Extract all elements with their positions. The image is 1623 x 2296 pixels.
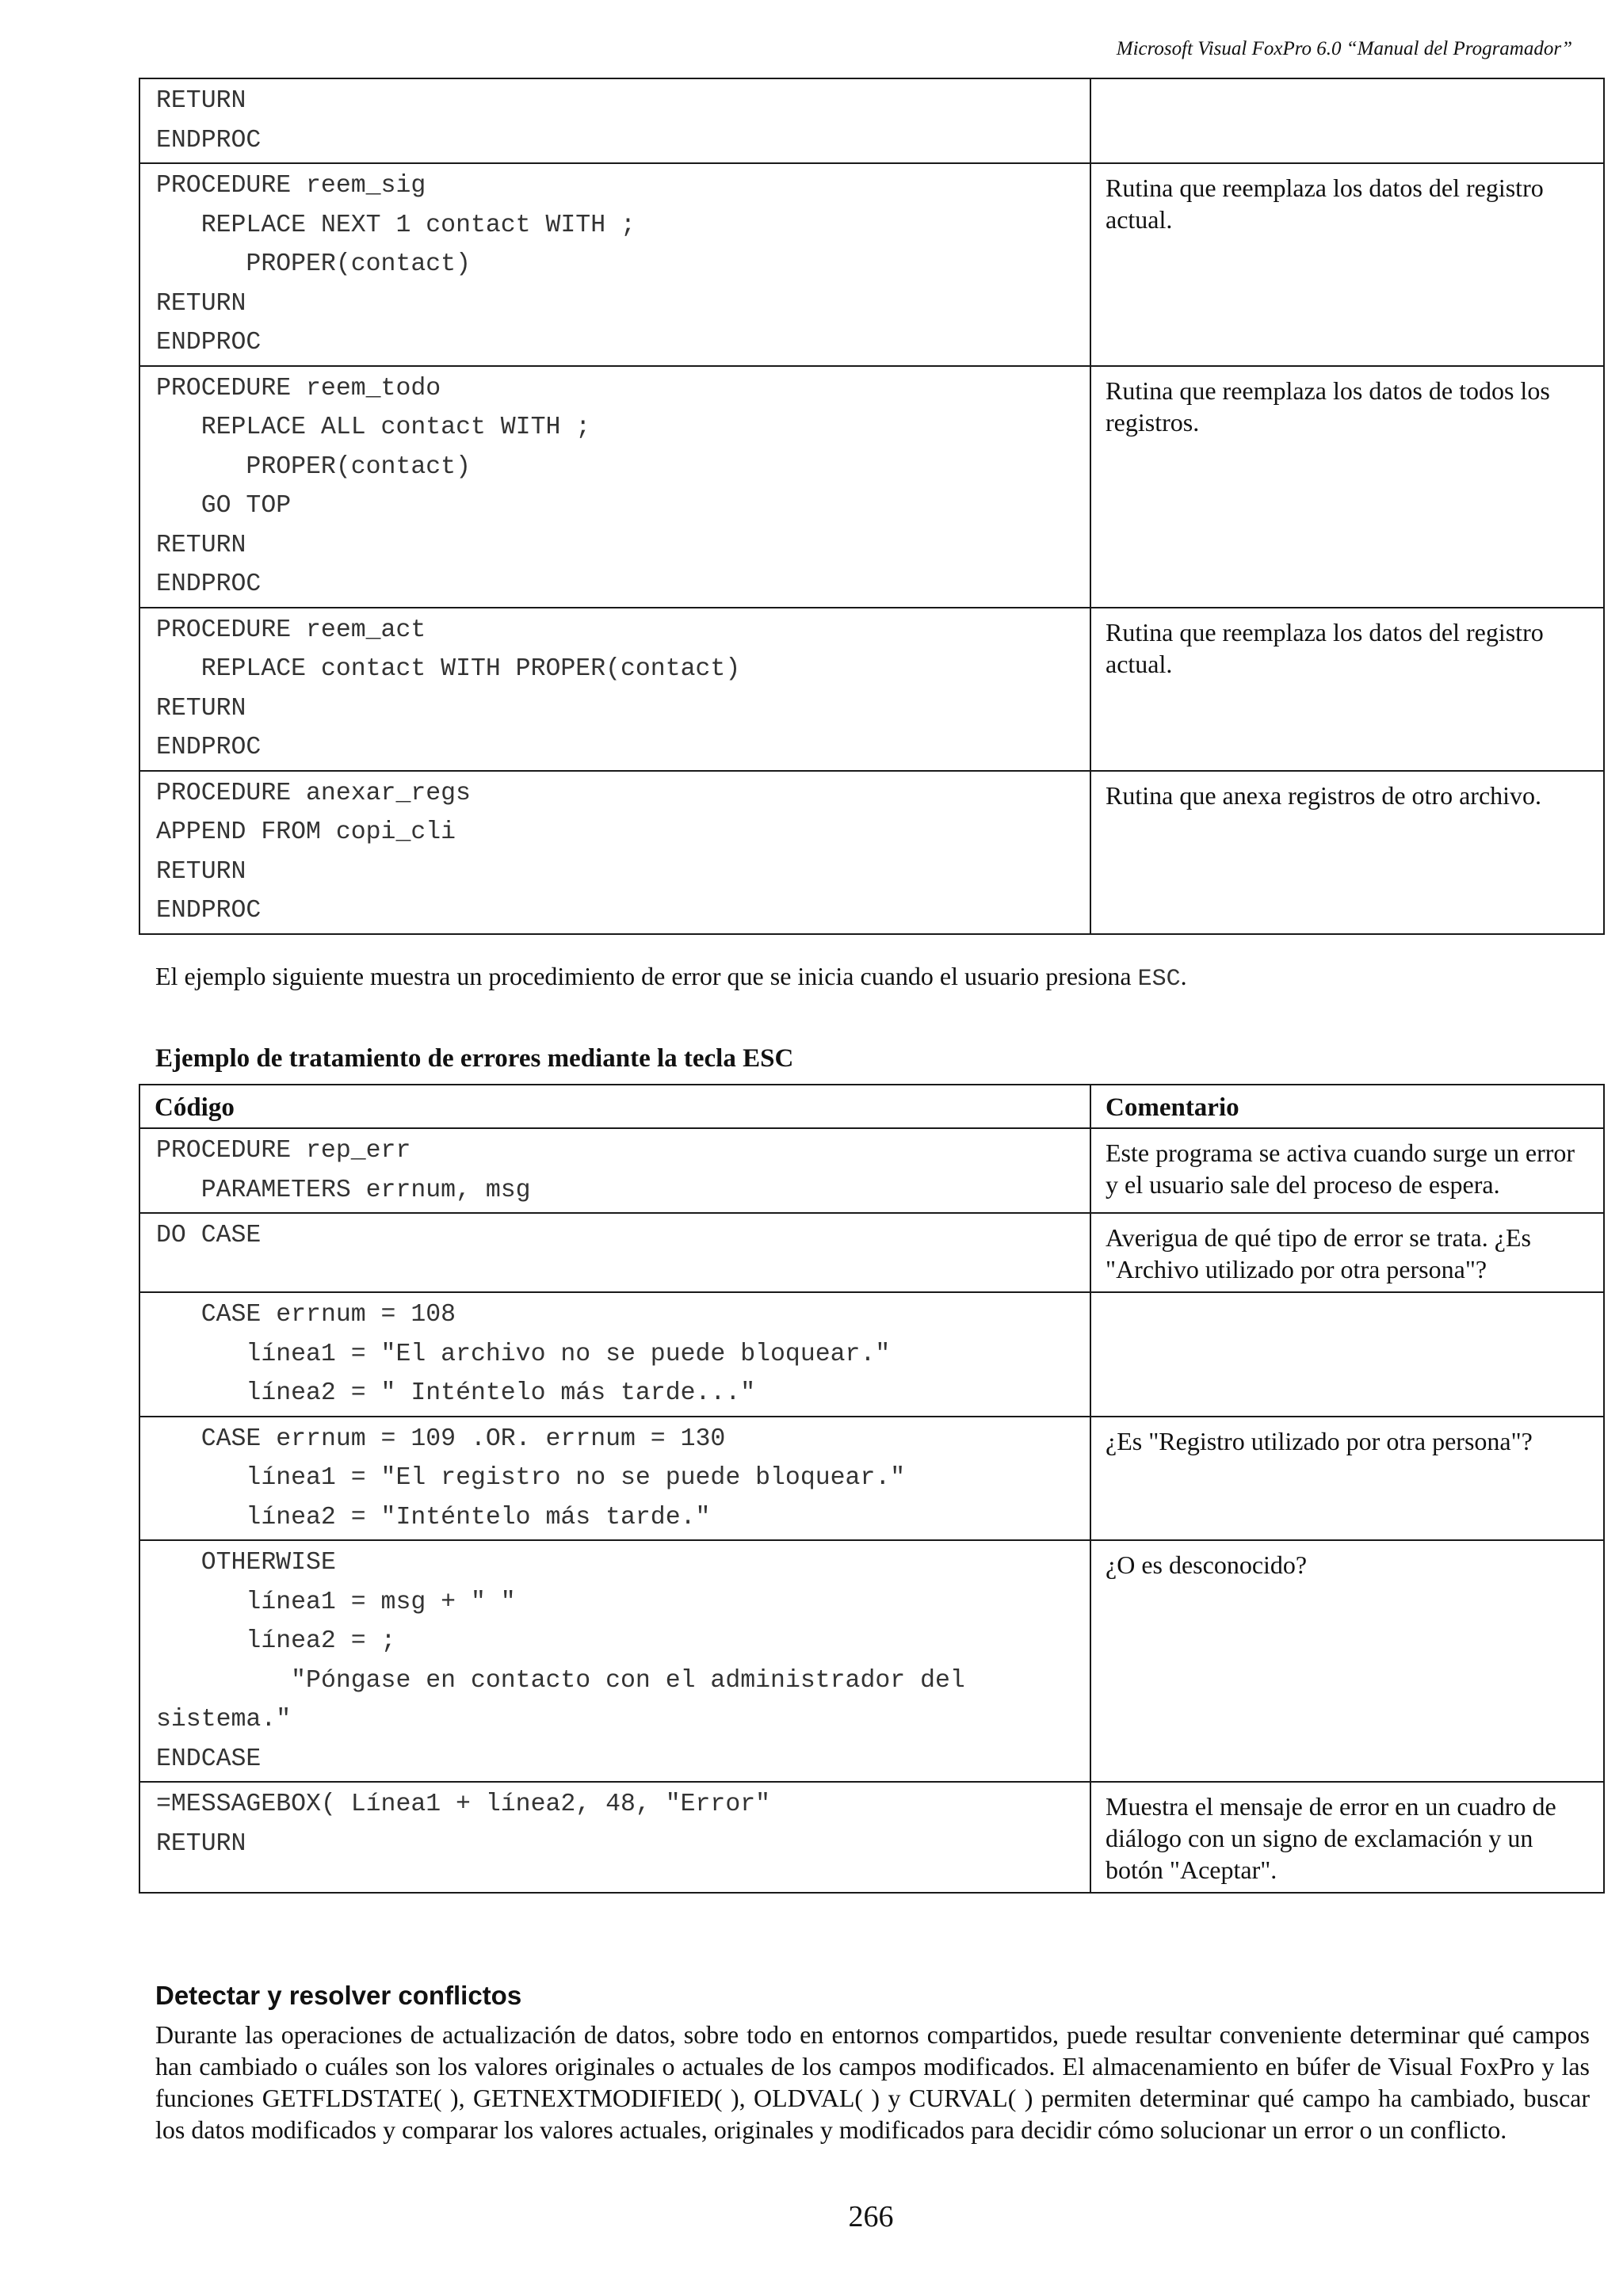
code-cell: PROCEDURE rep_err PARAMETERS errnum, msg	[156, 1137, 531, 1204]
code-cell: PROCEDURE anexar_regs APPEND FROM copi_cli RETURN ENDPROC	[156, 779, 471, 925]
column-header-code: Código	[139, 1085, 1090, 1128]
section-heading: Detectar y resolver conflictos	[155, 1981, 522, 2010]
error-handling-table	[139, 1084, 1605, 1894]
page-number: 266	[848, 2200, 894, 2233]
table-row	[139, 608, 1604, 771]
table-row	[139, 1417, 1604, 1541]
column-header-comment: Comentario	[1090, 1085, 1604, 1128]
code-cell: PROCEDURE reem_todo REPLACE ALL contact WITH ; PROPER(contact) GO TOP RETURN ENDPROC	[156, 374, 591, 598]
table-row	[139, 1213, 1604, 1292]
code-cell: =MESSAGEBOX( Línea1 + línea2, 48, "Error" RETURN	[156, 1791, 771, 1858]
code-cell: OTHERWISE línea1 = msg + " " línea2 = ; "Póngase en contacto con el administrador del sistema." ENDCASE	[156, 1549, 965, 1773]
comment-cell: ¿O es desconocido?	[1090, 1540, 1604, 1782]
comment-cell: Averigua de qué tipo de error se trata. ¿Es "Archivo utilizado por otra persona"?	[1090, 1213, 1604, 1292]
table-row	[139, 163, 1604, 366]
comment-cell: Muestra el mensaje de error en un cuadro de diálogo con un signo de exclamación y un botón "Aceptar".	[1090, 1782, 1604, 1893]
table-row	[139, 1128, 1604, 1213]
intro-text-end: .	[1180, 962, 1187, 990]
comment-cell: ¿Es "Registro utilizado por otra persona"?	[1090, 1417, 1604, 1541]
table-row	[139, 771, 1604, 934]
table-row	[139, 78, 1604, 163]
table-header-row	[139, 1085, 1604, 1128]
intro-paragraph	[155, 960, 1590, 995]
esc-key-code: ESC	[1137, 966, 1181, 993]
code-cell: DO CASE	[156, 1222, 262, 1249]
body-paragraph: Durante las operaciones de actualización de datos, sobre todo en entornos compartidos, puede resultar conveniente determinar qué campos han cambiado o cuáles son los valores originales o actuales de los campos modificados. El almacenamiento en búfer de Visual FoxPro y las funciones GETFLDSTATE( ), GETNEXTMODIFIED( ), OLDVAL( ) y CURVAL( ) permiten determinar qué campo ha cambiado, buscar los datos modificados y comparar los valores actuales, originales y modificados para decidir cómo solucionar un error o un conflicto.	[155, 2020, 1590, 2144]
code-cell: PROCEDURE reem_sig REPLACE NEXT 1 contact WITH ; PROPER(contact) RETURN ENDPROC	[156, 172, 636, 357]
comment-cell	[1090, 1292, 1604, 1417]
table-row	[139, 1782, 1604, 1893]
code-cell: CASE errnum = 108 línea1 = "El archivo no se puede bloquear." línea2 = " Inténtelo más tarde..."	[200, 1301, 891, 1407]
running-header: Microsoft Visual FoxPro 6.0 “Manual del Programador”	[1116, 38, 1572, 59]
table-row	[139, 1540, 1604, 1782]
comment-cell: Rutina que reemplaza los datos del registro actual.	[1090, 163, 1604, 366]
comment-cell: Rutina que anexa registros de otro archivo.	[1090, 771, 1604, 934]
table-row	[139, 366, 1604, 608]
comment-cell: Rutina que reemplaza los datos del registro actual.	[1090, 608, 1604, 771]
table-title: Ejemplo de tratamiento de errores mediante la tecla ESC	[155, 1044, 794, 1073]
code-table-continued	[139, 78, 1605, 935]
intro-text: El ejemplo siguiente muestra un procedimiento de error que se inicia cuando el usuario presiona	[155, 962, 1138, 990]
comment-cell	[1090, 78, 1604, 163]
code-cell: RETURN ENDPROC	[156, 87, 262, 154]
code-cell: CASE errnum = 109 .OR. errnum = 130 línea1 = "El registro no se puede bloquear." línea2 = "Inténtelo más tarde."	[200, 1425, 906, 1531]
code-cell: PROCEDURE reem_act REPLACE contact WITH PROPER(contact) RETURN ENDPROC	[156, 616, 741, 761]
table-row	[139, 1292, 1604, 1417]
comment-cell: Este programa se activa cuando surge un error y el usuario sale del proceso de espera.	[1090, 1128, 1604, 1213]
comment-cell: Rutina que reemplaza los datos de todos los registros.	[1090, 366, 1604, 608]
